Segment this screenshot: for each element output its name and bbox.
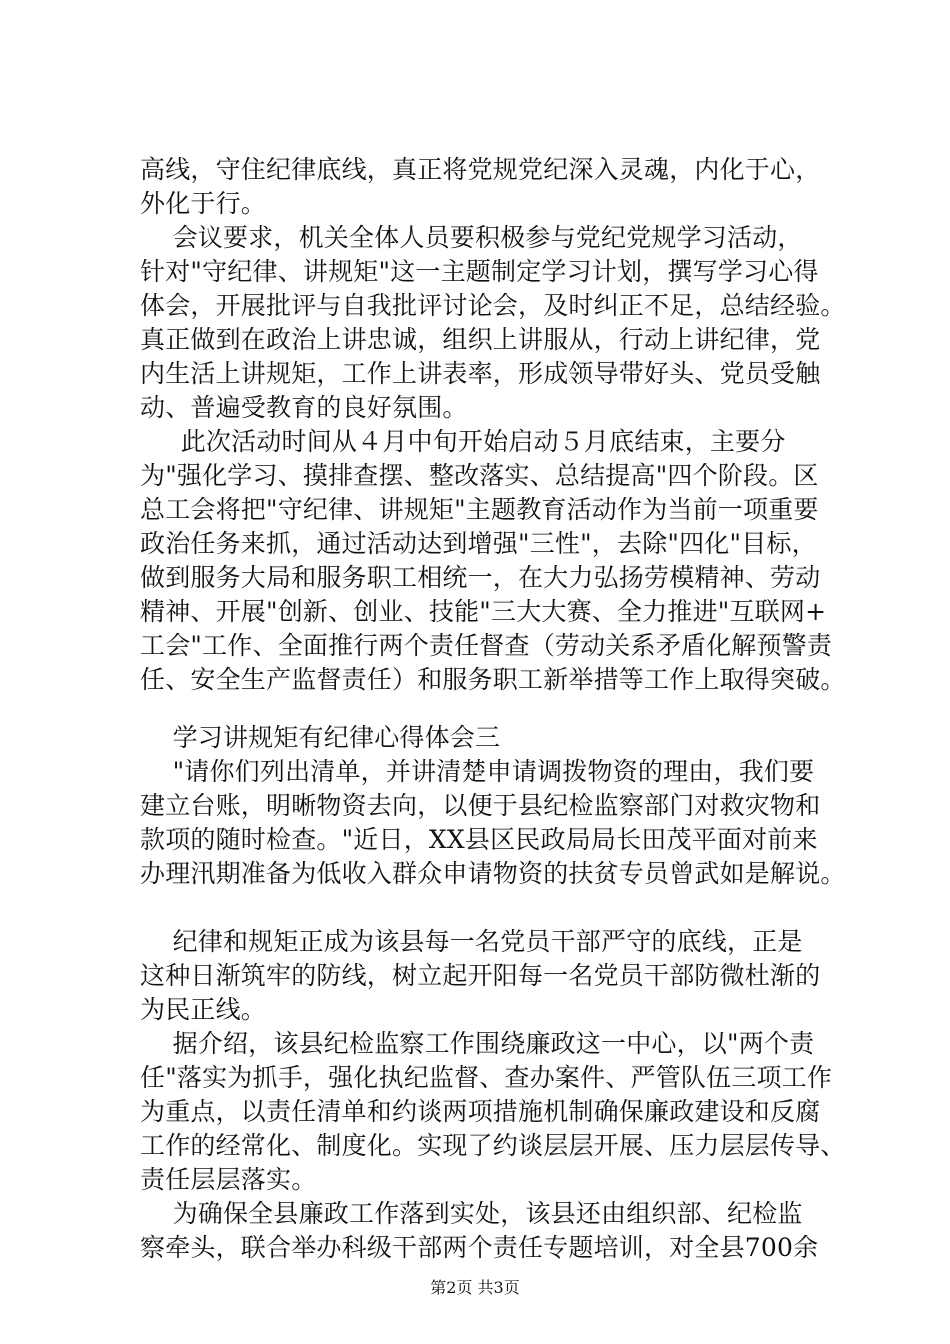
text-line: 责任层层落实。 (140, 1165, 317, 1194)
text-line: 学习讲规矩有纪律心得体会三 (140, 723, 501, 752)
text-line: 政治任务来抓，通过活动达到增强"三性"，去除"四化"目标， (140, 529, 817, 558)
text-line: 这种日渐筑牢的防线，树立起开阳每一名党员干部防微杜渐的 (140, 961, 821, 990)
text-line: 体会，开展批评与自我批评讨论会，及时纠正不足，总结经验。 (140, 291, 846, 320)
text-line: 办理汛期准备为低收入群众申请物资的扶贫专员曾武如是解说。 (140, 859, 846, 888)
text-line: 据介绍，该县纪检监察工作围绕廉政这一中心，以"两个责 (140, 1029, 815, 1058)
text-line: 总工会将把"守纪律、讲规矩"主题教育活动作为当前一项重要 (140, 495, 819, 524)
text-line: 会议要求，机关全体人员要积极参与党纪党规学习活动， (140, 223, 803, 252)
text-line: 工作的经常化、制度化。实现了约谈层层开展、压力层层传导、 (140, 1131, 846, 1160)
page-footer: 第2页 共3页 (430, 1278, 520, 1297)
text-line: 工会"工作、全面推行两个责任督查（劳动关系矛盾化解预警责 (140, 631, 833, 660)
text-line: 真正做到在政治上讲忠诚，组织上讲服从，行动上讲纪律，党 (140, 325, 821, 354)
text-line: 动、普遍受教育的良好氛围。 (140, 393, 468, 422)
text-line: "请你们列出清单，并讲清楚申请调拨物资的理由，我们要 (140, 757, 815, 786)
text-line: 内生活上讲规矩，工作上讲表率，形成领导带好头、党员受触 (140, 359, 821, 388)
text-line: 纪律和规矩正成为该县每一名党员干部严守的底线，正是 (140, 927, 803, 956)
text-line: 察牵头，联合举办科级干部两个责任专题培训，对全县700余 (140, 1233, 819, 1262)
text-line: 为确保全县廉政工作落到实处，该县还由组织部、纪检监 (140, 1199, 803, 1228)
text-line: 此次活动时间从４月中旬开始启动５月底结束，主要分 (140, 427, 786, 456)
text-line: 为重点，以责任清单和约谈两项措施机制确保廉政建设和反腐 (140, 1097, 821, 1126)
text-line: 款项的随时检查。"近日，XX县区民政局局长田茂平面对前来 (140, 825, 818, 854)
text-line: 针对"守纪律、讲规矩"这一主题制定学习计划，撰写学习心得 (140, 257, 819, 286)
text-line: 做到服务大局和服务职工相统一，在大力弘扬劳模精神、劳动 (140, 563, 821, 592)
text-line: 任"落实为抓手，强化执纪监督、查办案件、严管队伍三项工作 (140, 1063, 833, 1092)
text-line: 为"强化学习、摸排查摆、整改落实、总结提高"四个阶段。区 (140, 461, 819, 490)
text-line: 精神、开展"创新、创业、技能"三大大赛、全力推进"互联网+ (140, 597, 827, 626)
text-line: 建立台账，明晰物资去向，以便于县纪检监察部门对救灾物和 (140, 791, 821, 820)
text-line: 外化于行。 (140, 189, 267, 218)
text-line: 任、安全生产监督责任）和服务职工新举措等工作上取得突破。 (140, 665, 846, 694)
text-line: 高线，守住纪律底线，真正将党规党纪深入灵魂，内化于心， (140, 155, 821, 184)
text-line: 为民正线。 (140, 995, 267, 1024)
